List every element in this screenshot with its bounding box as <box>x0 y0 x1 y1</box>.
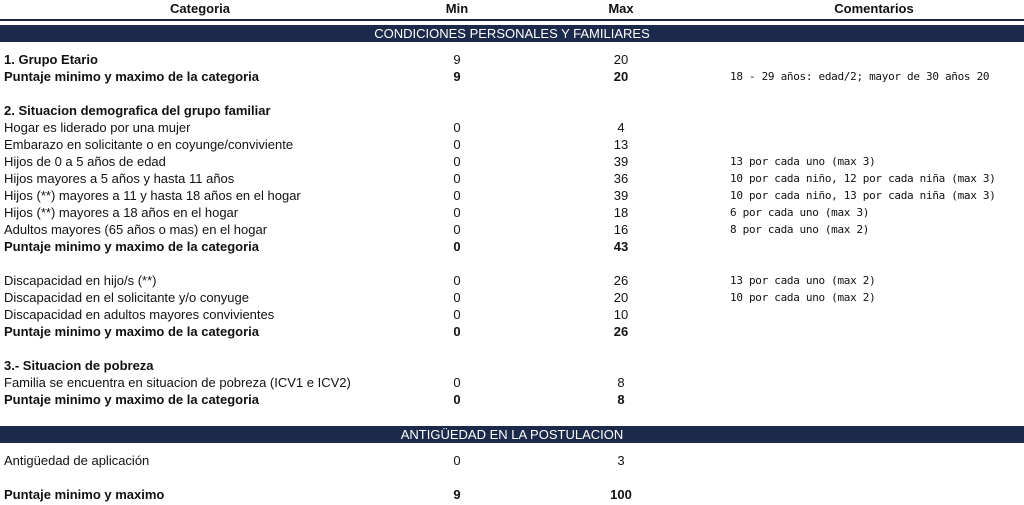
max-value: 8 <box>617 392 625 407</box>
table-row <box>0 136 1024 153</box>
max-value: 26 <box>613 324 629 339</box>
comment: 8 por cada uno (max 2) <box>730 223 870 236</box>
subtotal-row <box>0 323 1024 340</box>
category-title: 3.- Situacion de pobreza <box>4 358 154 373</box>
subtotal-label: Puntaje minimo y maximo de la categoria <box>4 392 260 407</box>
row-label: Discapacidad en el solicitante y/o conyuge <box>4 290 249 305</box>
min-value: 0 <box>453 239 461 254</box>
min-value: 0 <box>453 307 461 322</box>
max-value: 3 <box>617 453 625 468</box>
comment: 10 por cada niño, 13 por cada niña (max 3) <box>730 189 996 202</box>
subtotal-label: Puntaje minimo y maximo de la categoria <box>4 69 260 84</box>
min-value: 0 <box>453 137 461 152</box>
min-value: 0 <box>453 273 461 288</box>
max-value: 43 <box>613 239 629 254</box>
header-comentarios: Comentarios <box>834 1 914 16</box>
min-value: 0 <box>453 375 461 390</box>
min-value: 0 <box>453 222 461 237</box>
table-row <box>0 153 1024 170</box>
max-value: 36 <box>613 171 629 186</box>
max-value: 39 <box>613 188 629 203</box>
subtotal-label: Puntaje minimo y maximo de la categoria <box>4 239 260 254</box>
max-value: 16 <box>613 222 629 237</box>
table-row <box>0 452 1024 469</box>
comment: 18 - 29 años: edad/2; mayor de 30 años 20 <box>730 70 990 83</box>
min-value: 9 <box>453 52 461 67</box>
category-title: 2. Situacion demografica del grupo familiar <box>4 103 271 118</box>
row-label: Discapacidad en adultos mayores convivientes <box>4 307 275 322</box>
max-value: 8 <box>617 375 625 390</box>
min-value: 0 <box>453 392 461 407</box>
max-value: 39 <box>613 154 629 169</box>
max-value: 20 <box>613 52 629 67</box>
row-label: Hijos de 0 a 5 años de edad <box>4 154 166 169</box>
min-value: 0 <box>453 324 461 339</box>
header-max: Max <box>608 1 634 16</box>
total-label: Puntaje minimo y maximo <box>4 487 165 502</box>
table-row <box>0 204 1024 221</box>
min-value: 0 <box>453 171 461 186</box>
category-title-row <box>0 102 1024 119</box>
min-value: 0 <box>453 154 461 169</box>
row-label: Embarazo en solicitante o en coyunge/conviviente <box>4 137 294 152</box>
max-value: 20 <box>613 290 629 305</box>
subtotal-label: Puntaje minimo y maximo de la categoria <box>4 324 260 339</box>
min-value: 0 <box>453 120 461 135</box>
table-row <box>0 272 1024 289</box>
category-title: 1. Grupo Etario <box>4 52 98 67</box>
total-max: 100 <box>610 487 632 502</box>
max-value: 13 <box>613 137 629 152</box>
comment: 13 por cada uno (max 2) <box>730 274 876 287</box>
max-value: 4 <box>617 120 625 135</box>
table-row <box>0 221 1024 238</box>
table-row <box>0 187 1024 204</box>
min-value: 9 <box>453 69 461 84</box>
row-label: Antigüedad de aplicación <box>4 453 150 468</box>
total-min: 9 <box>453 487 461 502</box>
comment: 6 por cada uno (max 3) <box>730 206 870 219</box>
table-row <box>0 289 1024 306</box>
max-value: 20 <box>613 69 629 84</box>
max-value: 18 <box>613 205 629 220</box>
max-value: 10 <box>613 307 629 322</box>
max-value: 26 <box>613 273 629 288</box>
subtotal-row <box>0 68 1024 85</box>
header-categoria: Categoria <box>170 1 230 16</box>
row-label: Familia se encuentra en situacion de pobreza (ICV1 e ICV2) <box>4 375 351 390</box>
row-label: Hijos mayores a 5 años y hasta 11 años <box>4 171 235 186</box>
subtotal-row <box>0 391 1024 408</box>
comment: 10 por cada uno (max 2) <box>730 291 876 304</box>
category-title-row <box>0 357 1024 374</box>
row-label: Adultos mayores (65 años o mas) en el hogar <box>4 222 268 237</box>
section-band-antiguedad: ANTIGÜEDAD EN LA POSTULACION <box>0 426 1024 443</box>
row-label: Discapacidad en hijo/s (**) <box>4 273 157 288</box>
row-label: Hogar es liderado por una mujer <box>4 120 191 135</box>
section-band-condiciones: CONDICIONES PERSONALES Y FAMILIARES <box>0 25 1024 42</box>
comment: 10 por cada niño, 12 por cada niña (max 3) <box>730 172 996 185</box>
min-value: 0 <box>453 453 461 468</box>
category-title-row <box>0 51 1024 68</box>
min-value: 0 <box>453 290 461 305</box>
min-value: 0 <box>453 188 461 203</box>
min-value: 0 <box>453 205 461 220</box>
subtotal-row <box>0 238 1024 255</box>
table-row <box>0 306 1024 323</box>
table-row <box>0 374 1024 391</box>
header-divider <box>0 19 1024 21</box>
comment: 13 por cada uno (max 3) <box>730 155 876 168</box>
table-row <box>0 170 1024 187</box>
table-header <box>0 0 1024 17</box>
header-min: Min <box>445 1 469 16</box>
table-row <box>0 119 1024 136</box>
row-label: Hijos (**) mayores a 11 y hasta 18 años en el hogar <box>4 188 301 203</box>
row-label: Hijos (**) mayores a 18 años en el hogar <box>4 205 239 220</box>
total-row <box>0 486 1024 503</box>
